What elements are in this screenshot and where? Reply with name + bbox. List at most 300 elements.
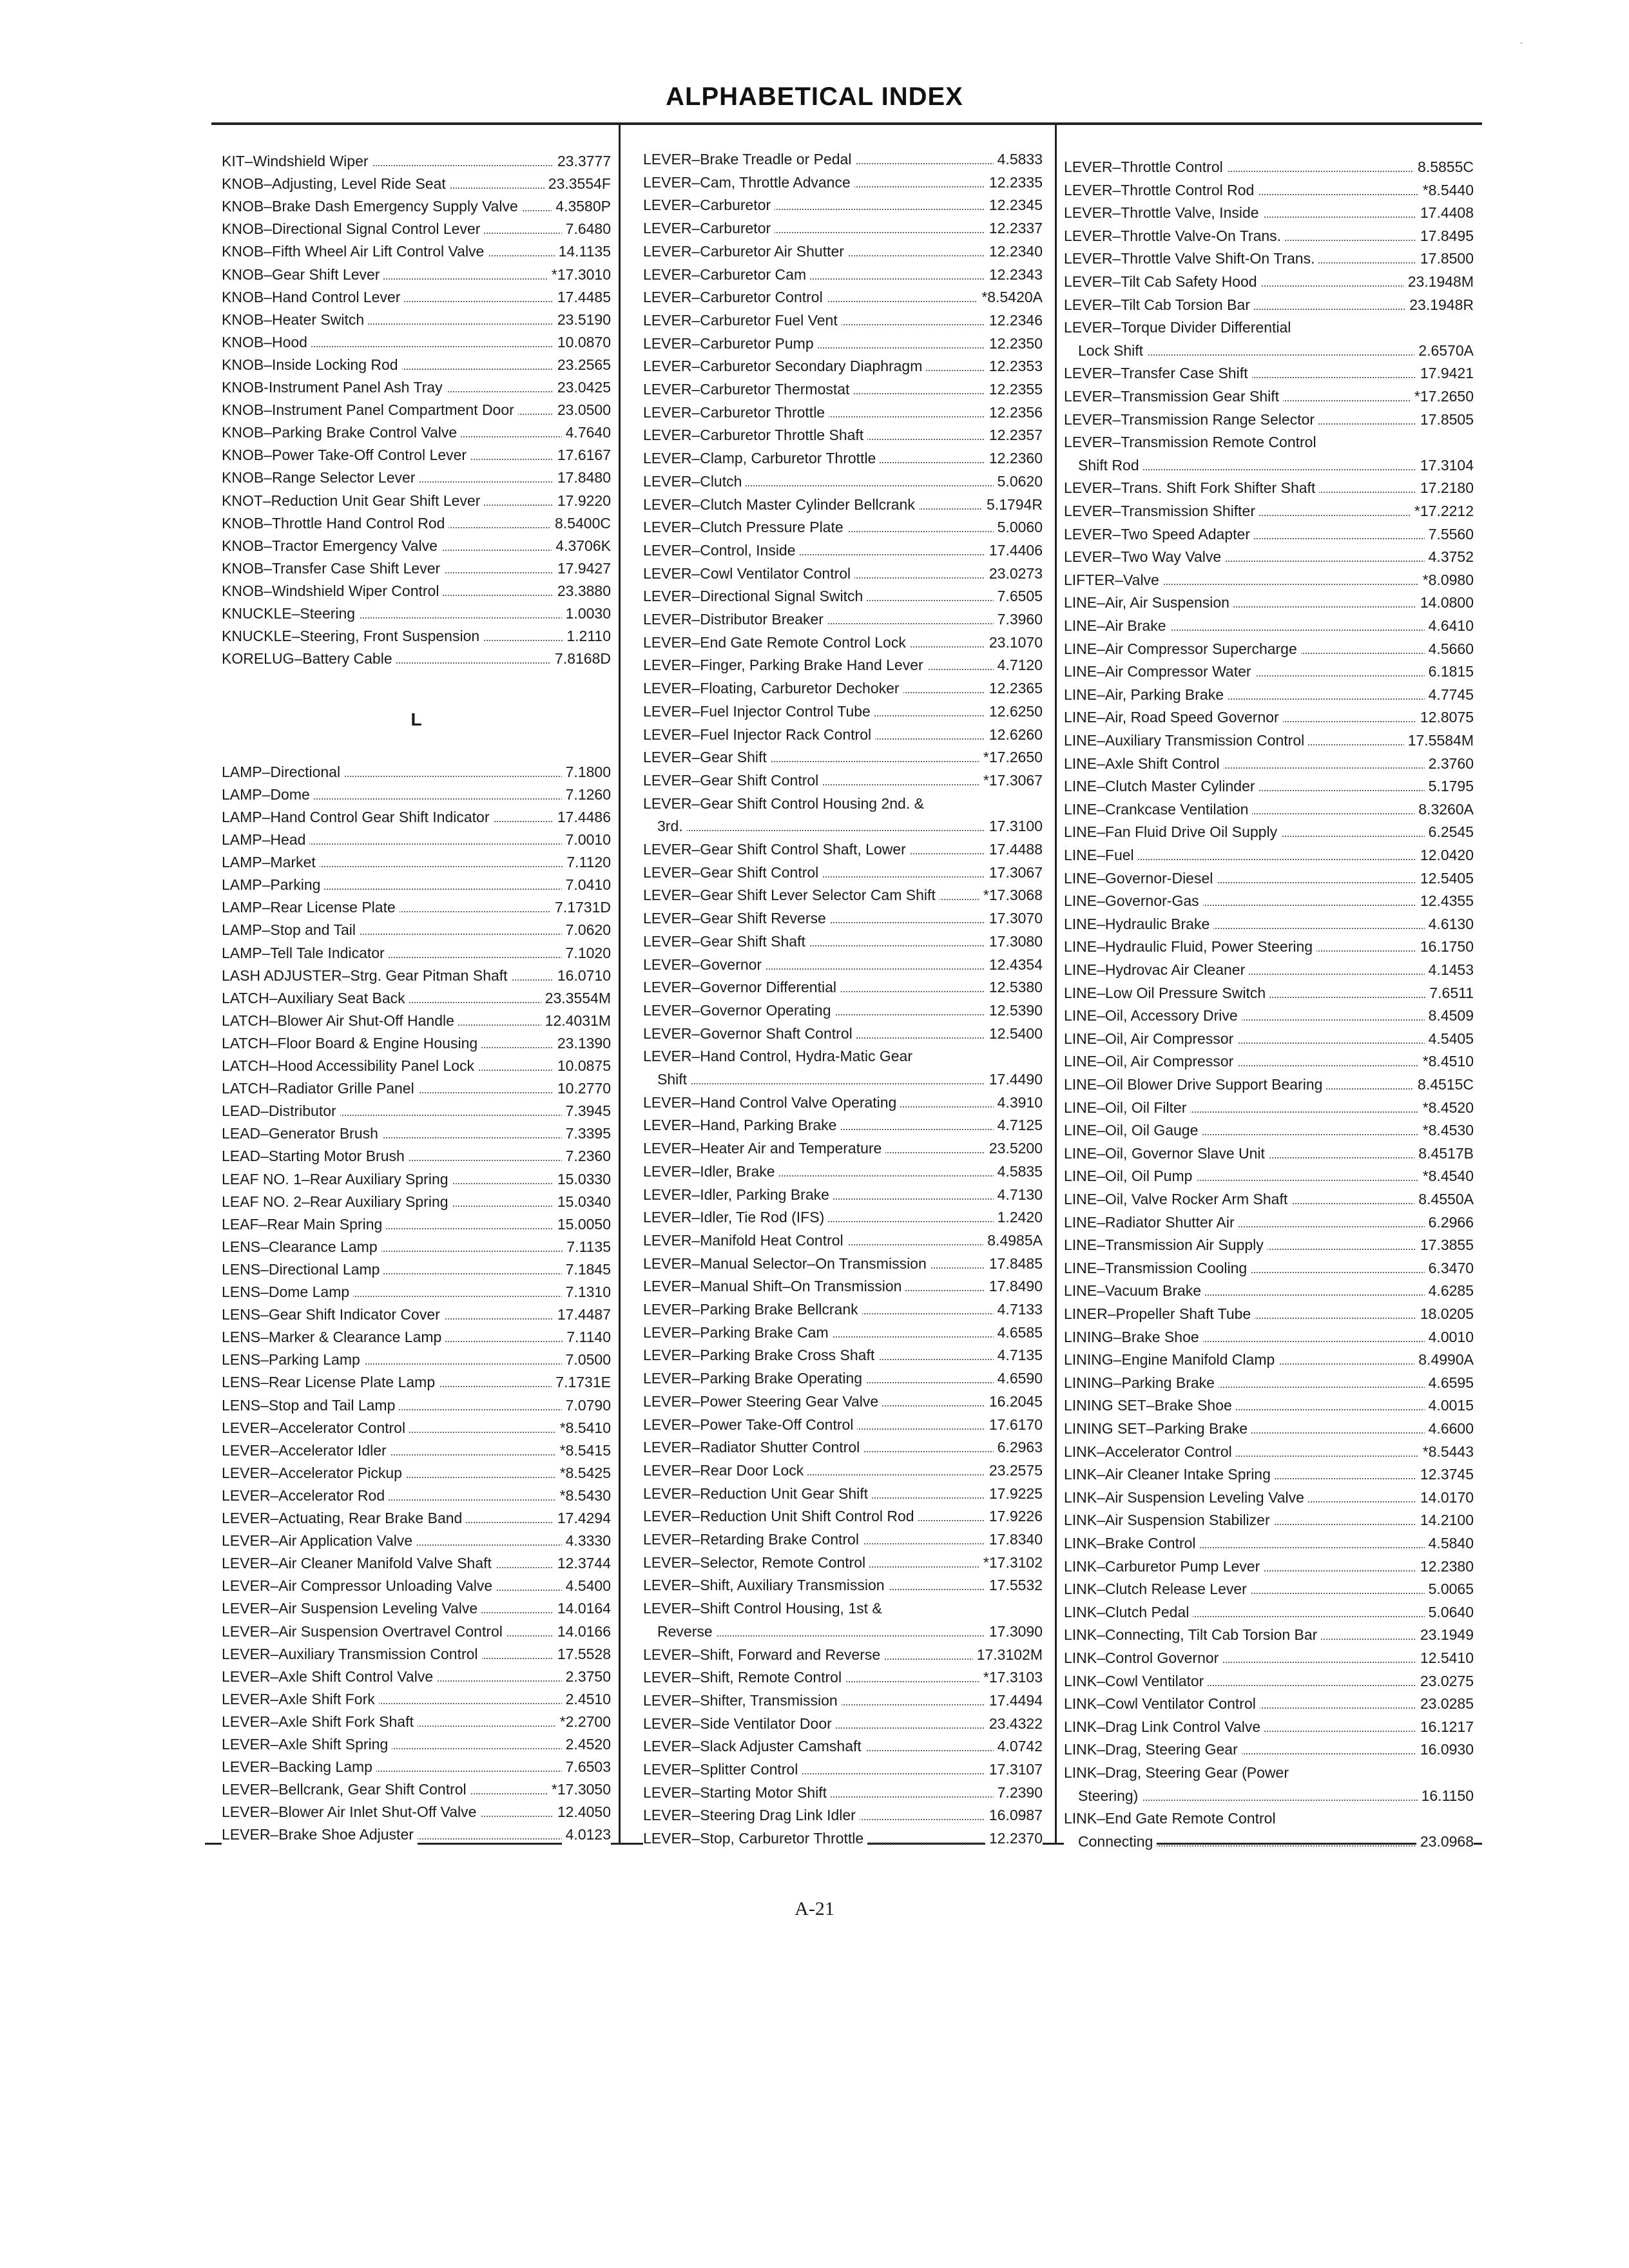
index-entry [1064, 500, 1474, 522]
entry-term: LINE–Air Brake [1064, 615, 1170, 637]
index-entry [222, 1756, 611, 1778]
index-entry [643, 1184, 1043, 1206]
index-entry [222, 829, 611, 850]
entry-reference: 14.1135 [555, 240, 611, 262]
index-entry [1064, 660, 1474, 682]
index-entry [222, 1575, 611, 1597]
entry-term: LEVER–Actuating, Rear Brake Band [222, 1507, 466, 1529]
entry-reference: 4.5660 [1425, 638, 1474, 660]
index-entry [1064, 821, 1474, 843]
index-entry [1064, 1578, 1474, 1600]
index-entry [1064, 202, 1474, 224]
entry-reference: *8.5430 [556, 1485, 611, 1506]
entry-reference: 8.4985A [983, 1229, 1043, 1251]
index-entry [643, 562, 1043, 584]
entry-term: LEVER–Air Suspension Leveling Valve [222, 1597, 481, 1619]
index-entry [1064, 775, 1474, 797]
section-heading: L [410, 709, 422, 729]
entry-term: KNOB–Throttle Hand Control Rod [222, 512, 448, 534]
entry-reference: 17.9225 [985, 1483, 1043, 1504]
entry-reference: 16.1217 [1416, 1716, 1474, 1738]
entry-reference: *17.3010 [548, 264, 611, 285]
entry-term: LEAD–Starting Motor Brush [222, 1145, 409, 1167]
entry-reference: 12.2370 [985, 1827, 1043, 1849]
index-entry [1064, 1257, 1474, 1279]
entry-reference: 16.2045 [985, 1390, 1043, 1412]
entry-term: LEVER–Gear Shift Shaft [643, 930, 809, 952]
entry-term: LEVER–Throttle Valve, Inside [1064, 202, 1263, 224]
entry-reference: 23.1948R [1405, 294, 1474, 316]
entry-term: LEAF–Rear Main Spring [222, 1213, 386, 1235]
entry-term: LINING–Engine Manifold Clamp [1064, 1349, 1278, 1370]
index-entry [222, 1507, 611, 1529]
index-entry [1064, 684, 1474, 706]
entry-reference: 23.0500 [554, 399, 611, 421]
entry-reference: *8.5425 [556, 1462, 611, 1484]
index-entry [1064, 638, 1474, 660]
entry-term: LINK–Cowl Ventilator [1064, 1670, 1208, 1692]
index-entry [643, 1483, 1043, 1504]
entry-term: LINE–Transmission Cooling [1064, 1257, 1251, 1279]
entry-reference: 23.3777 [554, 150, 611, 172]
index-entry [222, 1666, 611, 1687]
entry-term: LEVER–Gear Shift Control Housing 2nd. & [643, 793, 928, 814]
index-entry [1064, 1211, 1474, 1233]
entry-term: LINE–Transmission Air Supply [1064, 1234, 1268, 1256]
entry-reference: 12.4031M [541, 1010, 611, 1032]
entry-term: LEVER–Shift, Auxiliary Transmission [643, 1574, 889, 1596]
entry-reference: 23.1070 [985, 631, 1043, 653]
index-entry [1064, 706, 1474, 728]
index-entry [1064, 844, 1474, 866]
entry-term: LEVER–Two Way Valve [1064, 546, 1225, 568]
entry-term: KNOB–Fifth Wheel Air Lift Control Valve [222, 240, 488, 262]
entry-term: LAMP–Stop and Tail [222, 919, 360, 941]
entry-term: LEVER–Transfer Case Shift [1064, 362, 1252, 384]
entry-reference: 4.7130 [994, 1184, 1043, 1206]
entry-term: LEVER–Carburetor [643, 217, 775, 239]
index-entry [643, 1804, 1043, 1826]
entry-term: LEVER–Control, Inside [643, 539, 800, 561]
entry-term: LEVER–Carburetor Throttle [643, 401, 829, 423]
index-entry [222, 1349, 611, 1370]
index-entry [643, 1321, 1043, 1343]
entry-term: LEVER–Finger, Parking Brake Hand Lever [643, 654, 927, 676]
entry-reference: *17.2212 [1411, 500, 1474, 522]
entry-term: LINE–Governor-Diesel [1064, 867, 1217, 889]
index-entry [1064, 247, 1474, 269]
index-entry [1064, 1142, 1474, 1164]
index-entry [643, 1574, 1043, 1596]
entry-term: KIT–Windshield Wiper [222, 150, 372, 172]
entry-reference: 7.6503 [562, 1756, 611, 1778]
index-entry [1064, 1532, 1474, 1554]
index-entry [1064, 1349, 1474, 1370]
entry-term: LINE–Clutch Master Cylinder [1064, 775, 1259, 797]
index-entry [222, 896, 611, 918]
index-entry [1064, 1372, 1474, 1394]
index-entry [1064, 477, 1474, 499]
entry-term: LAMP–Hand Control Gear Shift Indicator [222, 806, 493, 828]
entry-reference: 17.4408 [1416, 202, 1474, 224]
entry-reference: 4.6410 [1425, 615, 1474, 637]
index-entry [643, 1114, 1043, 1136]
entry-term: LEVER–Throttle Valve Shift-On Trans. [1064, 247, 1318, 269]
index-entry [222, 1122, 611, 1144]
index-entry [1064, 1004, 1474, 1026]
entry-reference: 23.0285 [1416, 1693, 1474, 1715]
entry-reference: *8.4540 [1419, 1165, 1474, 1187]
index-entry [643, 539, 1043, 561]
entry-term: LEVER–Axle Shift Control Valve [222, 1666, 437, 1687]
entry-term: LEVER–Accelerator Rod [222, 1485, 389, 1506]
index-entry [1064, 1234, 1474, 1256]
index-entry [222, 1485, 611, 1506]
index-entry [643, 1620, 1043, 1642]
entry-reference: 17.9226 [985, 1505, 1043, 1527]
index-entry [1064, 936, 1474, 957]
index-entry [222, 602, 611, 624]
index-entry [222, 761, 611, 783]
entry-term: LINK–Air Cleaner Intake Spring [1064, 1463, 1275, 1485]
entry-term: KNOB–Range Selector Lever [222, 466, 419, 488]
entry-reference: 7.0790 [562, 1394, 611, 1416]
index-entry [222, 1643, 611, 1665]
index-entry [1064, 362, 1474, 384]
entry-reference: 16.1750 [1416, 936, 1474, 957]
index-entry [222, 1077, 611, 1099]
entry-reference: 4.7135 [994, 1344, 1043, 1366]
entry-reference: 12.3745 [1416, 1463, 1474, 1485]
entry-term: LENS–Rear License Plate Lamp [222, 1371, 439, 1393]
index-entry [222, 806, 611, 828]
entry-reference: 4.0015 [1425, 1394, 1474, 1416]
entry-term: LEVER–Cowl Ventilator Control [643, 562, 854, 584]
entry-term: LINE–Hydrovac Air Cleaner [1064, 959, 1249, 981]
entry-term: LEVER–Carburetor Control [643, 286, 827, 308]
index-entry [222, 286, 611, 308]
dot-leader [643, 830, 1043, 831]
index-entry [643, 1644, 1043, 1666]
index-entry [643, 447, 1043, 469]
entry-term: LEVER–Throttle Control Rod [1064, 179, 1258, 201]
entry-reference: 2.4510 [562, 1688, 611, 1710]
entry-reference: 17.8340 [985, 1528, 1043, 1550]
entry-reference: 4.6585 [994, 1321, 1043, 1343]
index-entry [1064, 753, 1474, 774]
entry-reference: 12.2345 [985, 194, 1043, 216]
index-entry [643, 1045, 1043, 1067]
entry-reference: 17.9421 [1416, 362, 1474, 384]
entry-term: KNOB–Hand Control Lever [222, 286, 404, 308]
index-entry [1064, 1670, 1474, 1692]
entry-reference: 4.7133 [994, 1298, 1043, 1320]
entry-term: LEVER–Stop, Carburetor Throttle [643, 1827, 867, 1849]
entry-reference: 4.3706K [552, 535, 611, 557]
entry-reference: 17.3090 [985, 1620, 1043, 1642]
index-entry [222, 535, 611, 557]
entry-reference: 6.2963 [994, 1436, 1043, 1458]
entry-term: LINK–Drag, Steering Gear (Power [1064, 1762, 1293, 1783]
entry-term: LEVER–Power Steering Gear Valve [643, 1390, 882, 1412]
entry-reference: 4.5833 [994, 148, 1043, 170]
entry-term: LEVER–Rear Door Lock [643, 1459, 807, 1481]
entry-term: LEVER–Brake Treadle or Pedal [643, 148, 855, 170]
entry-reference: 23.5200 [985, 1137, 1043, 1159]
index-entry [643, 1390, 1043, 1412]
entry-term: LEVER–Axle Shift Fork Shaft [222, 1711, 418, 1733]
entry-reference: 4.3580P [552, 195, 611, 217]
entry-reference: 5.1794R [983, 494, 1043, 515]
entry-reference: 17.8495 [1416, 225, 1474, 247]
entry-term: LINE–Oil, Oil Gauge [1064, 1119, 1202, 1141]
entry-reference: 17.3107 [985, 1758, 1043, 1780]
entry-reference: 6.2545 [1425, 821, 1474, 843]
entry-term: LEVER–Accelerator Idler [222, 1439, 390, 1461]
entry-term: LEVER–Accelerator Control [222, 1417, 409, 1439]
column-divider [619, 125, 621, 1843]
entry-reference: 2.4520 [562, 1733, 611, 1755]
index-entry [643, 309, 1043, 331]
index-entry [222, 1733, 611, 1755]
entry-term: Shift Rod [1064, 454, 1143, 476]
index-entry [1064, 156, 1474, 178]
entry-reference: 23.2565 [554, 354, 611, 376]
index-entry [1064, 890, 1474, 912]
entry-reference: 17.8480 [554, 466, 611, 488]
entry-reference: 17.5584M [1404, 729, 1474, 751]
entry-reference: 4.7745 [1425, 684, 1474, 706]
index-entry [643, 907, 1043, 929]
entry-reference: 15.0340 [554, 1191, 611, 1213]
entry-reference: 16.0987 [985, 1804, 1043, 1826]
entry-term: LINK–Cowl Ventilator Control [1064, 1693, 1260, 1715]
entry-reference: 7.6511 [1425, 982, 1474, 1004]
entry-reference: *8.0980 [1419, 569, 1474, 591]
entry-reference: 12.4050 [554, 1801, 611, 1823]
entry-reference: 6.1815 [1425, 660, 1474, 682]
entry-reference: 12.8075 [1416, 706, 1474, 728]
entry-term: LEVER–Torque Divider Differential [1064, 316, 1295, 338]
entry-term: KNOB–Tractor Emergency Valve [222, 535, 441, 557]
entry-reference: 4.6130 [1425, 913, 1474, 935]
entry-term: LEVER–Idler, Tie Rod (IFS) [643, 1206, 828, 1228]
entry-reference: 23.1948M [1404, 271, 1474, 293]
entry-reference: 12.6260 [985, 724, 1043, 745]
entry-term: LINE–Oil, Oil Pump [1064, 1165, 1196, 1187]
entry-term: LINE–Oil, Air Compressor [1064, 1050, 1237, 1072]
entry-term: LEVER–Axle Shift Fork [222, 1688, 379, 1710]
entry-reference: 1.2420 [994, 1206, 1043, 1228]
entry-reference: 23.0425 [554, 376, 611, 398]
index-entry [1064, 1119, 1474, 1141]
entry-reference: 5.1795 [1425, 775, 1474, 797]
entry-term: LEVER–Air Cleaner Manifold Valve Shaft [222, 1552, 496, 1574]
entry-reference: 4.7640 [562, 421, 611, 443]
entry-reference: 10.2770 [554, 1077, 611, 1099]
entry-term: LINING SET–Parking Brake [1064, 1418, 1251, 1439]
entry-reference: 7.0500 [562, 1349, 611, 1370]
index-entry [222, 965, 611, 986]
entry-term: LINE–Hydraulic Brake [1064, 913, 1213, 935]
index-entry [643, 1505, 1043, 1527]
entry-reference: 7.1310 [562, 1281, 611, 1303]
entry-term: LAMP–Rear License Plate [222, 896, 400, 918]
entry-reference: 7.1731E [552, 1371, 611, 1393]
entry-term: Steering) [1064, 1785, 1142, 1807]
entry-reference: 17.3102M [973, 1644, 1043, 1666]
index-entry [643, 1160, 1043, 1182]
index-entry [222, 421, 611, 443]
index-entry [222, 1100, 611, 1122]
entry-reference: 17.4406 [985, 539, 1043, 561]
entry-term: LINE–Air Compressor Supercharge [1064, 638, 1301, 660]
entry-term: LEVER–Tilt Cab Torsion Bar [1064, 294, 1254, 316]
entry-term: LEAF NO. 2–Rear Auxiliary Spring [222, 1191, 452, 1213]
entry-reference: 4.1453 [1425, 959, 1474, 981]
index-entry [222, 1168, 611, 1190]
entry-reference: 12.6250 [985, 700, 1043, 722]
entry-term: LINE–Oil, Air Compressor [1064, 1028, 1237, 1050]
index-entry [222, 1823, 611, 1845]
index-entry [1064, 1303, 1474, 1325]
index-entry [1064, 1624, 1474, 1646]
entry-term: LEVER–Air Suspension Overtravel Control [222, 1620, 506, 1642]
entry-term: LINK–Clutch Release Lever [1064, 1578, 1251, 1600]
index-entry [222, 1801, 611, 1823]
page-number: A-21 [795, 1898, 834, 1919]
entry-term: LATCH–Hood Accessibility Panel Lock [222, 1055, 478, 1077]
index-entry [222, 1213, 611, 1235]
index-entry [1064, 1647, 1474, 1669]
entry-reference: 17.3104 [1416, 454, 1474, 476]
entry-reference: 12.3744 [554, 1552, 611, 1574]
entry-reference: 23.0275 [1416, 1670, 1474, 1692]
entry-reference: 17.6170 [985, 1414, 1043, 1436]
entry-reference: 17.5532 [985, 1574, 1043, 1596]
entry-term: LEVER–Distributor Breaker [643, 608, 827, 630]
entry-term: LEVER–Two Speed Adapter [1064, 523, 1254, 545]
entry-reference: 17.3855 [1416, 1234, 1474, 1256]
entry-reference: 18.0205 [1416, 1303, 1474, 1325]
entry-reference: 7.1120 [563, 851, 611, 873]
entry-term: LEVER–Clutch [643, 470, 746, 492]
index-entry [643, 264, 1043, 285]
index-entry [222, 1236, 611, 1258]
entry-reference: 12.2350 [985, 332, 1043, 354]
entry-reference: 17.2180 [1416, 477, 1474, 499]
entry-reference: 4.5835 [994, 1160, 1043, 1182]
entry-reference: 12.5410 [1416, 1647, 1474, 1669]
entry-term: LENS–Dome Lamp [222, 1281, 353, 1303]
index-entry [1064, 1807, 1474, 1829]
entry-term: LEAD–Distributor [222, 1100, 340, 1122]
index-entry [643, 516, 1043, 538]
entry-term: LEVER–Clutch Master Cylinder Bellcrank [643, 494, 919, 515]
entry-term: LEVER–Trans. Shift Fork Shifter Shaft [1064, 477, 1319, 499]
index-entry [643, 1666, 1043, 1688]
index-entry [1064, 1326, 1474, 1348]
entry-term: LEVER–Fuel Injector Control Tube [643, 700, 874, 722]
entry-reference: 15.0050 [554, 1213, 611, 1235]
entry-reference: 7.1020 [562, 942, 611, 964]
index-entry [222, 1620, 611, 1642]
entry-reference: 12.2337 [985, 217, 1043, 239]
entry-reference: 12.2335 [985, 171, 1043, 193]
index-entry [1064, 408, 1474, 430]
entry-reference: 7.1135 [563, 1236, 611, 1258]
entry-reference: 17.9427 [554, 557, 611, 579]
entry-term: LEVER–Splitter Control [643, 1758, 802, 1780]
entry-term: Connecting [1064, 1831, 1157, 1852]
entry-reference: 7.6505 [994, 585, 1043, 607]
index-entry [643, 401, 1043, 423]
index-entry [222, 1371, 611, 1393]
entry-term: LEVER–Transmission Range Selector [1064, 408, 1318, 430]
entry-reference: 12.2340 [985, 240, 1043, 262]
index-entry [643, 1068, 1043, 1090]
entry-reference: 23.3880 [554, 580, 611, 602]
entry-term: LEVER–End Gate Remote Control Lock [643, 631, 910, 653]
index-entry [222, 625, 611, 647]
index-entry [643, 1827, 1043, 1849]
index-entry [1064, 959, 1474, 981]
entry-term: LEVER–Bellcrank, Gear Shift Control [222, 1778, 470, 1800]
entry-reference: 14.0164 [554, 1597, 611, 1619]
entry-term: LENS–Stop and Tail Lamp [222, 1394, 399, 1416]
entry-reference: 1.2110 [563, 625, 611, 647]
entry-term: LINE–Oil, Accessory Drive [1064, 1004, 1242, 1026]
index-entry [222, 851, 611, 873]
index-entry [1064, 569, 1474, 591]
entry-term: LEVER–Transmission Gear Shift [1064, 385, 1283, 407]
index-entry [643, 1436, 1043, 1458]
entry-term: KNOB–Transfer Case Shift Lever [222, 557, 444, 579]
index-entry [1064, 982, 1474, 1004]
entry-reference: 12.2356 [985, 401, 1043, 423]
index-entry [1064, 1073, 1474, 1095]
index-entry [643, 194, 1043, 216]
index-entry [643, 1298, 1043, 1320]
entry-term: LENS–Parking Lamp [222, 1349, 364, 1370]
index-entry [222, 874, 611, 896]
entry-term: LEVER–Floating, Carburetor Dechoker [643, 677, 903, 699]
entry-reference: 4.7125 [994, 1114, 1043, 1136]
entry-term: LEVER–Side Ventilator Door [643, 1713, 836, 1735]
index-entry [1064, 1509, 1474, 1531]
index-entry [222, 1417, 611, 1439]
entry-term: LEVER–Hand, Parking Brake [643, 1114, 840, 1136]
entry-reference: 8.5400C [551, 512, 611, 534]
index-entry [222, 987, 611, 1009]
index-entry [222, 1439, 611, 1461]
entry-reference: 23.0273 [985, 562, 1043, 584]
entry-reference: *8.5415 [556, 1439, 611, 1461]
index-entry [1064, 271, 1474, 293]
entry-term: LEVER–Shift, Forward and Reverse [643, 1644, 884, 1666]
entry-reference: 8.4517B [1414, 1142, 1474, 1164]
entry-reference: 4.5400 [562, 1575, 611, 1597]
entry-reference: 23.1949 [1416, 1624, 1474, 1646]
entry-term: LINE–Air Compressor Water [1064, 660, 1255, 682]
index-entry [643, 631, 1043, 653]
entry-reference: 2.3760 [1425, 753, 1474, 774]
entry-term: LEVER–Gear Shift Lever Selector Cam Shift [643, 884, 940, 906]
page-title: ALPHABETICAL INDEX [666, 82, 963, 111]
index-entry [1064, 1441, 1474, 1463]
entry-term: LINK–Drag, Steering Gear [1064, 1738, 1242, 1760]
entry-reference: 5.0640 [1425, 1601, 1474, 1623]
